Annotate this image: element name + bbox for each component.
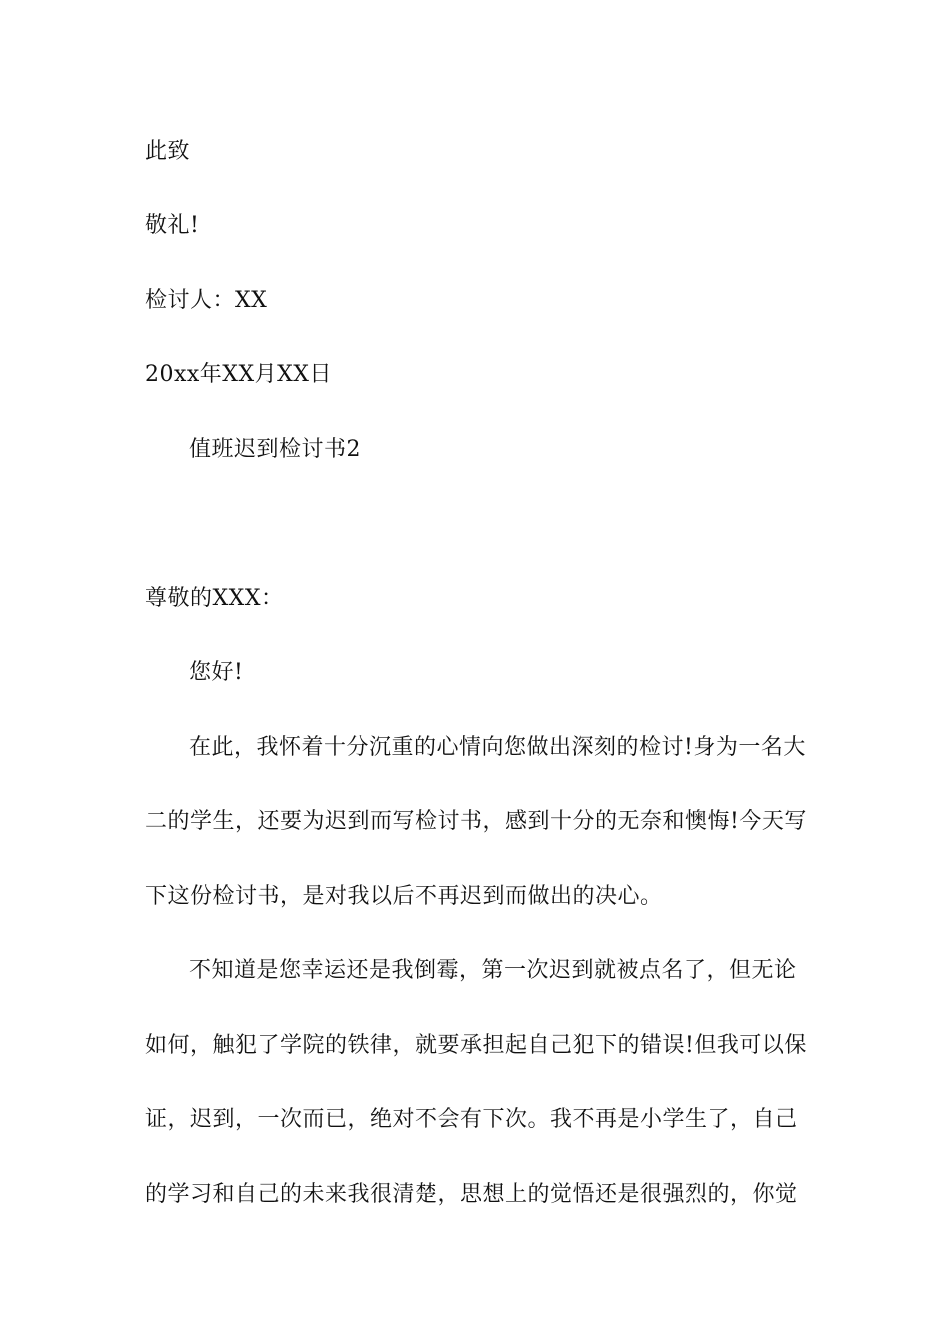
- paragraph-line: 二的学生，还要为迟到而写检讨书，感到十分的无奈和懊悔!今天写: [145, 809, 807, 834]
- paragraph-line: 在此，我怀着十分沉重的心情向您做出深刻的检讨!身为一名大: [189, 735, 806, 760]
- date-line: 20xx年XX月XX日: [145, 362, 332, 387]
- paragraph-line: 如何，触犯了学院的铁律，就要承担起自己犯下的错误!但我可以保: [145, 1033, 807, 1058]
- paragraph-line: 证，迟到，一次而已，绝对不会有下次。我不再是小学生了，自己: [145, 1107, 798, 1132]
- greeting-line: 您好!: [189, 660, 244, 685]
- addressee-line: 尊敬的XXX：: [145, 586, 284, 611]
- paragraph-line: 的学习和自己的未来我很清楚，思想上的觉悟还是很强烈的，你觉: [145, 1182, 798, 1207]
- section-title: 值班迟到检讨书2: [189, 437, 361, 462]
- closing-regards: 敬礼!: [145, 213, 200, 238]
- closing-salutation: 此致: [145, 139, 191, 164]
- paragraph-line: 不知道是您幸运还是我倒霉，第一次迟到就被点名了，但无论: [189, 958, 797, 983]
- signer-line: 检讨人：XX: [145, 288, 268, 313]
- paragraph-line: 下这份检讨书，是对我以后不再迟到而做出的决心。: [145, 884, 663, 909]
